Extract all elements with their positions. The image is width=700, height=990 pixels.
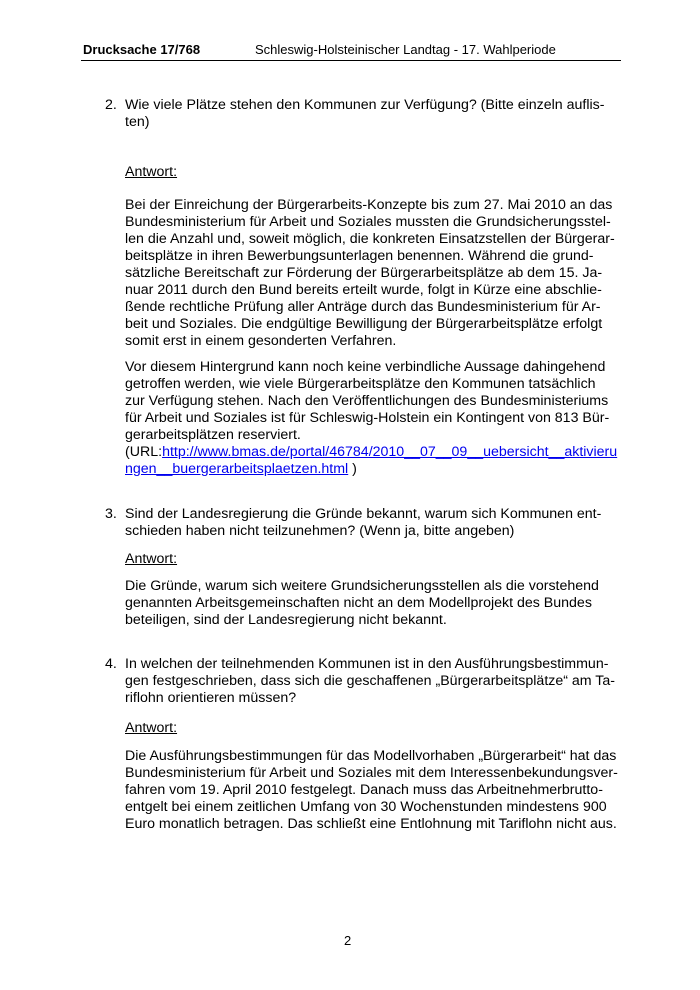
answer-line: Die Gründe, warum sich weitere Grundsicherungsstellen als die vorstehend [125, 578, 599, 594]
question-number: 4. [105, 656, 117, 672]
answer-line: zur Verfügung stehen. Nach den Veröffentlichungen des Bundesministeriums [125, 393, 609, 409]
answer-line: fahren vom 19. April 2010 festgelegt. Danach muss das Arbeitnehmerbrutto- [125, 782, 603, 798]
url-suffix: ) [348, 461, 357, 477]
answer-line: entgelt bei einem zeitlichen Umfang von 30 Wochenstunden mindestens 900 [125, 799, 607, 815]
answer-line: somit erst in einem gesonderten Verfahren. [125, 333, 397, 349]
question-text: schieden haben nicht teilzunehmen? (Wenn ja, bitte angeben) [125, 523, 515, 539]
answer-line: beitsplätze in ihren Bewerbungsunterlagen benennen. Während die grund- [125, 248, 594, 264]
question-text: ten) [125, 114, 150, 130]
url-prefix: (URL: [125, 444, 163, 460]
question-number: 3. [105, 506, 117, 522]
answer-line: für Arbeit und Soziales ist für Schleswig-Holstein ein Kontingent von 813 Bür- [125, 410, 610, 426]
answer-label: Antwort: [125, 720, 178, 736]
question-text: riflohn orientieren müssen? [125, 690, 297, 706]
question-text: Wie viele Plätze stehen den Kommunen zur Verfügung? (Bitte einzeln auflis- [125, 97, 605, 113]
answer-line: Bei der Einreichung der Bürgerarbeits-Konzepte bis zum 27. Mai 2010 an das [125, 197, 613, 213]
answer-line: ßende rechtliche Prüfung aller Anträge durch das Bundesministerium für Ar- [125, 299, 601, 315]
answer-label: Antwort: [125, 164, 178, 180]
answer-line: beteiligen, sind der Landesregierung nicht bekannt. [125, 612, 447, 628]
url-reference [125, 444, 617, 461]
document-number: Drucksache 17/768 [83, 42, 201, 57]
page-number: 2 [344, 933, 352, 948]
question-text: Sind der Landesregierung die Gründe bekannt, warum sich Kommunen ent- [125, 506, 602, 522]
answer-line: nuar 2011 durch den Bund bereits erteilt wurde, folgt in Kürze eine abschlie- [125, 282, 602, 298]
answer-line: Bundesministerium für Arbeit und Soziales mussten die Grundsicherungsstel- [125, 214, 611, 230]
question-text: In welchen der teilnehmenden Kommunen ist in den Ausführungsbestimmun- [125, 656, 609, 672]
bmas-link[interactable]: http://www.bmas.de/portal/46784/2010__07__09__uebersicht__aktivieru [162, 444, 618, 460]
answer-line: Bundesministerium für Arbeit und Soziales mit dem Interessenbekundungsver- [125, 765, 618, 781]
url-reference-cont [125, 461, 357, 478]
answer-line: getroffen werden, wie viele Bürgerarbeitsplätze den Kommunen tatsächlich [125, 376, 596, 392]
answer-line: Euro monatlich betragen. Das schließt eine Entlohnung mit Tariflohn nicht aus. [125, 816, 617, 832]
parliament-title: Schleswig-Holsteinischer Landtag - 17. Wahlperiode [255, 42, 556, 57]
answer-label: Antwort: [125, 551, 178, 567]
answer-line: beit und Soziales. Die endgültige Bewilligung der Bürgerarbeitsplätze erfolgt [125, 316, 603, 332]
page-header [81, 38, 621, 61]
answer-line: Die Ausführungsbestimmungen für das Modellvorhaben „Bürgerarbeit“ hat das [125, 748, 617, 764]
question-number: 2. [105, 97, 117, 113]
answer-line: len die Anzahl und, soweit möglich, die konkreten Einsatzstellen der Bürgerar- [125, 231, 615, 247]
answer-line: gerarbeitsplätzen reserviert. [125, 427, 301, 443]
bmas-link-cont[interactable]: ngen__buergerarbeitsplaetzen.html [125, 461, 349, 477]
answer-line: Vor diesem Hintergrund kann noch keine verbindliche Aussage dahingehend [125, 359, 606, 375]
answer-line: genannten Arbeitsgemeinschaften nicht an dem Modellprojekt des Bundes [125, 595, 592, 611]
answer-line: sätzliche Bereitschaft zur Förderung der Bürgerarbeitsplätze ab dem 15. Ja- [125, 265, 603, 281]
question-text: gen festgeschrieben, dass sich die geschaffenen „Bürgerarbeitsplätze“ am Ta- [125, 673, 616, 689]
